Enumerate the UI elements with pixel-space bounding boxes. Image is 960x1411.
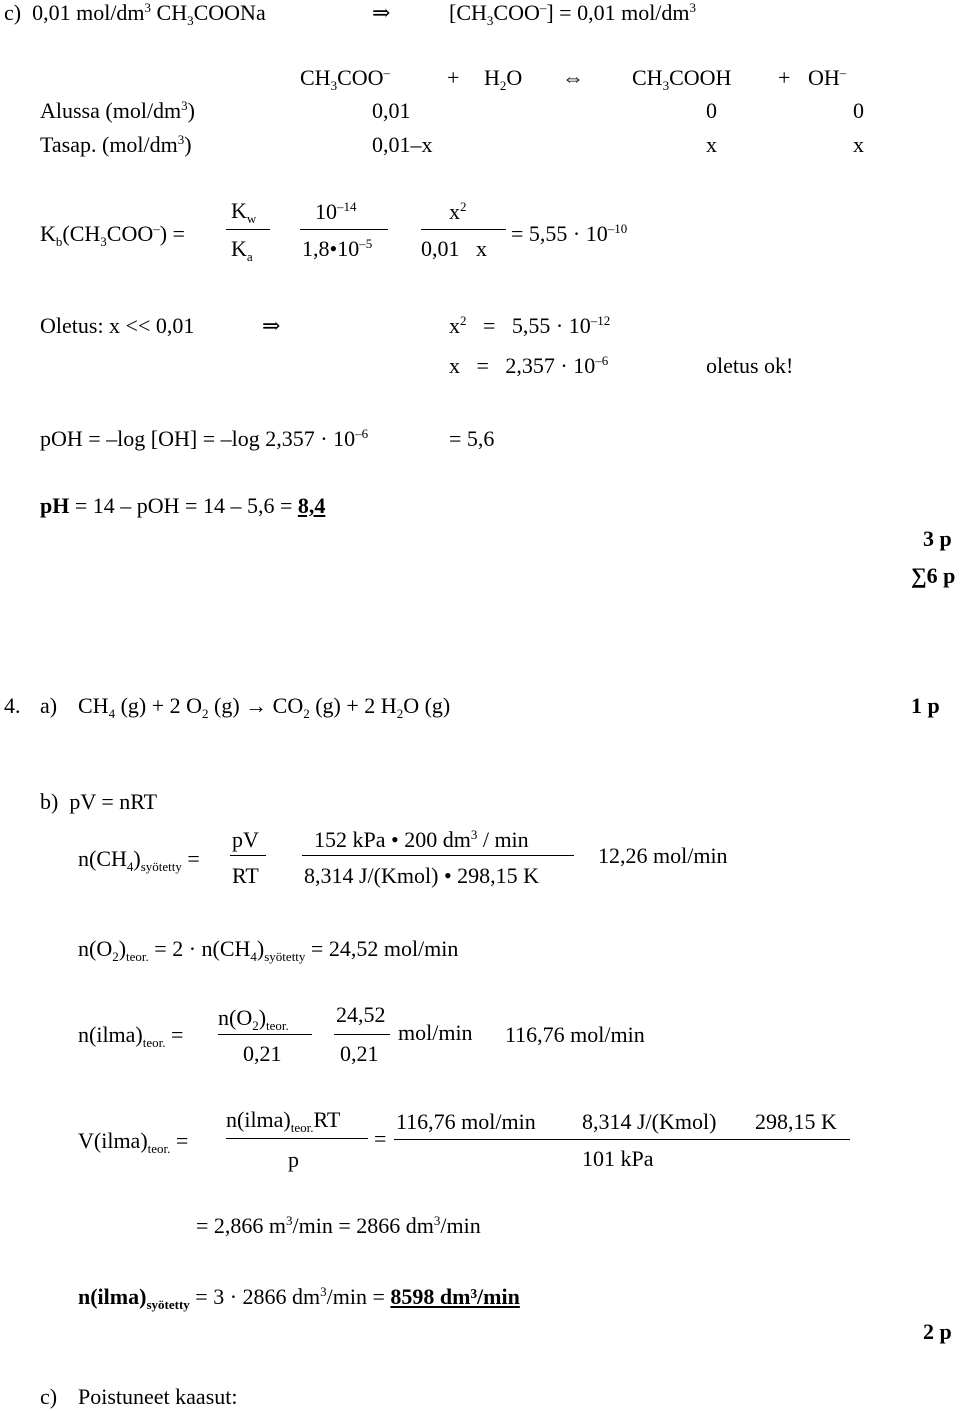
equilibrium-denominator: 0,01 x bbox=[421, 236, 487, 261]
fraction-bar bbox=[226, 229, 270, 230]
initial-value: 0,01 bbox=[372, 98, 411, 123]
equilibrium-arrow: ⇔ bbox=[562, 65, 584, 90]
air-fraction-denominator: 0,21 bbox=[243, 1041, 282, 1066]
v-fraction-denominator: p bbox=[288, 1147, 299, 1172]
v-air-label: $V(ilma)_{teor.}$ = bbox=[78, 1128, 189, 1156]
poh-result: = 5,6 bbox=[449, 426, 495, 451]
v-calc-numerator-temperature: 298,15 K bbox=[755, 1109, 837, 1134]
part-label: a) bbox=[40, 693, 58, 718]
fraction-bar bbox=[394, 1139, 850, 1140]
fraction-bar bbox=[226, 1138, 368, 1139]
reactant-acetate: $CH_3COO^-$ bbox=[300, 65, 391, 93]
row-label-initial: Alussa $(mol/dm^3)$ bbox=[40, 98, 195, 123]
x-squared-line: $x^2$ = $5,55 \cdot 10^{-12}$ bbox=[449, 313, 611, 338]
part-label: b) pV = nRT bbox=[40, 789, 158, 814]
fraction-bar bbox=[334, 1034, 390, 1035]
points-4b: 2 p bbox=[923, 1319, 952, 1344]
air-fraction-numerator: $n(O_2)_{teor.}$ bbox=[218, 1005, 289, 1033]
combustion-equation: $CH_4$ (g) + 2 $O_2$ $(g) \to CO_2$ (g) + 2 $H_2O$ (g) bbox=[78, 693, 451, 721]
kb-lhs: $K_b(CH_3COO^-)$ = bbox=[40, 221, 185, 249]
calc-denominator: 8,314 J/(Kmol) • 298,15 K bbox=[304, 863, 540, 888]
fed-air-line: $n(ilma)_{syötetty} = 3 \cdot 2866$ $dm^3/\min = 8598$ dm³/min bbox=[78, 1284, 520, 1312]
n-air-result: 116,76 mol/min bbox=[505, 1022, 645, 1047]
assumption-check: oletus ok! bbox=[706, 353, 794, 378]
air-unit: mol/min bbox=[398, 1020, 473, 1045]
initial-value: 0 bbox=[853, 98, 864, 123]
c-header-result: $[CH_3COO^-] = 0,01$ mol/$dm^3$ bbox=[449, 0, 697, 28]
product-acetic-acid: $CH_3COOH$ bbox=[632, 65, 732, 93]
v-fraction-numerator: $n(ilma)_{teor.}RT$ bbox=[226, 1107, 341, 1135]
plus-sign: + bbox=[447, 65, 460, 90]
n-air-label: $n(ilma)_{teor.}$ = bbox=[78, 1022, 184, 1050]
ka-value: $1,8•10^{-5}$ bbox=[302, 236, 373, 261]
v-calc-numerator-amount: 116,76 mol/min bbox=[396, 1109, 536, 1134]
equilibrium-value: 0,01–x bbox=[372, 132, 433, 157]
v-calc-numerator-gas-constant: 8,314 J/(Kmol) bbox=[582, 1109, 717, 1134]
points-total: ∑6 p bbox=[911, 563, 956, 588]
initial-value: 0 bbox=[706, 98, 717, 123]
calc-numerator: 152 kPa • 200 $dm^3$ / min bbox=[314, 827, 529, 852]
n-ch4-result: 12,26 mol/min bbox=[598, 843, 728, 868]
v-air-result: = 2,866 $m^3/\min = 2866$ $dm^3/\min$ bbox=[196, 1213, 481, 1238]
fraction-bar bbox=[300, 229, 388, 230]
kw-value: $10^{-14}$ bbox=[315, 199, 357, 224]
equals-sign: = bbox=[374, 1126, 387, 1151]
product-hydroxide: OH– bbox=[808, 65, 847, 90]
fraction-numerator: pV bbox=[232, 827, 259, 852]
equilibrium-value: x bbox=[853, 132, 864, 157]
plus-sign: + bbox=[778, 65, 791, 90]
q4c-text: Poistuneet kaasut: bbox=[78, 1384, 238, 1409]
air-calc-denominator: 0,21 bbox=[340, 1041, 379, 1066]
c-header: c) 0,01 mol/$dm^3$ $CH_3COONa$ bbox=[4, 0, 266, 28]
points-c: 3 p bbox=[923, 526, 952, 551]
fraction-bar bbox=[230, 855, 266, 856]
implies-arrow: ⇒ bbox=[262, 313, 281, 338]
equilibrium-value: x bbox=[706, 132, 717, 157]
ph-line: pH = 14 – pOH = 14 – 5,6 = 8,4 bbox=[40, 493, 326, 518]
v-calc-denominator: 101 kPa bbox=[582, 1146, 654, 1171]
part-label: c) bbox=[4, 0, 22, 25]
ideal-gas-law: pV = nRT bbox=[69, 789, 158, 814]
x-squared: $x^2$ bbox=[449, 199, 467, 224]
fed-air-answer: 8598 dm³/min bbox=[390, 1284, 520, 1309]
ph-answer: 8,4 bbox=[297, 493, 326, 518]
n-o2-line: $n(O_2)_{teor.} = 2 \cdot n(CH_4)_{syötetty} = 24,52$ mol/min bbox=[78, 936, 459, 964]
assumption-label: Oletus: x << 0,01 bbox=[40, 313, 195, 338]
row-label-equilibrium: Tasap. $(mol/dm^3)$ bbox=[40, 132, 192, 157]
ka-denominator: $K_a$ bbox=[231, 236, 253, 264]
points-4a: 1 p bbox=[911, 693, 940, 718]
reactant-water: $H_2O$ bbox=[484, 65, 523, 93]
fraction-bar bbox=[302, 855, 574, 856]
implies-arrow: ⇒ bbox=[372, 0, 391, 25]
x-value-line: x = $2,357 \cdot 10^{-6}$ bbox=[449, 353, 609, 378]
question-number: 4. bbox=[4, 693, 21, 718]
fraction-bar bbox=[218, 1034, 312, 1035]
poh-line: pOH = –log [OH] = –log $2,357 \cdot 10^{-6}$ bbox=[40, 426, 369, 451]
fraction-denominator: RT bbox=[232, 863, 259, 888]
n-ch4-label: $n(CH_4)_{syötetty}$ = bbox=[78, 846, 200, 874]
kb-result: = $5,55 \cdot 10^{-10}$ bbox=[511, 221, 628, 246]
fraction-bar bbox=[421, 229, 506, 230]
air-calc-numerator: 24,52 bbox=[336, 1002, 386, 1027]
kw-numerator: $K_w$ bbox=[231, 198, 257, 226]
part-label: c) bbox=[40, 1384, 58, 1409]
